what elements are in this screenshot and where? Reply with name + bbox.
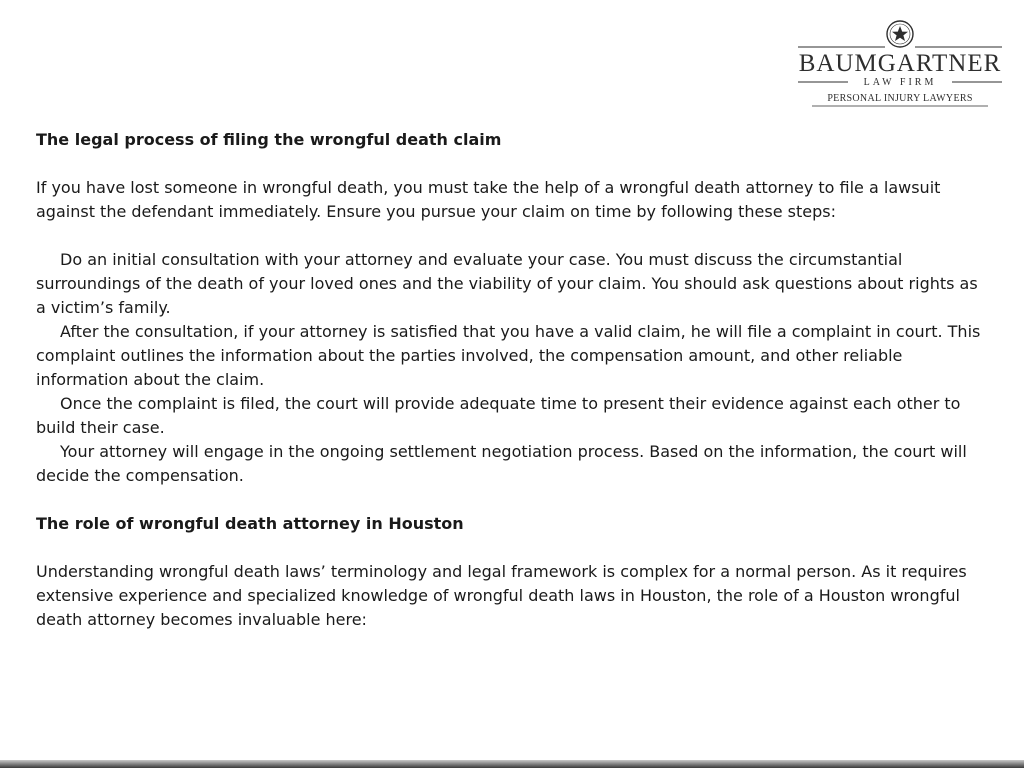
- logo-subtitle: LAW FIRM: [863, 77, 937, 88]
- slide-content: [36, 128, 992, 632]
- spacer: [36, 224, 992, 248]
- section-heading-role: The role of wrongful death attorney in Houston: [36, 514, 464, 533]
- step-item: Your attorney will engage in the ongoing settlement negotiation process. Based on the information, the court will decide the compensation.: [36, 442, 967, 485]
- step-item: Once the complaint is filed, the court will provide adequate time to present their evidence against each other to build their case.: [36, 394, 961, 437]
- step-item: After the consultation, if your attorney is satisfied that you have a valid claim, he will file a complaint in court. This complaint outlines the information about the parties involved, the compensation amount, and other reliable information about the claim.: [36, 322, 981, 389]
- intro-paragraph: If you have lost someone in wrongful death, you must take the help of a wrongful death attorney to file a lawsuit against the defendant immediately. Ensure you pursue your claim on time by following these steps:: [36, 178, 941, 221]
- logo-tagline: PERSONAL INJURY LAWYERS: [827, 93, 973, 104]
- star-in-circle-icon: [887, 21, 913, 47]
- firm-logo: [790, 14, 1010, 110]
- bottom-border-bar: [0, 760, 1024, 768]
- spacer: [36, 536, 992, 560]
- step-item: Do an initial consultation with your attorney and evaluate your case. You must discuss the circumstantial surroundings of the death of your loved ones and the viability of your claim. You should ask questions about rights as a victim’s family.: [36, 250, 978, 317]
- spacer: [36, 152, 992, 176]
- spacer: [36, 488, 992, 512]
- logo-name: BAUMGARTNER: [798, 50, 1002, 77]
- role-paragraph: Understanding wrongful death laws’ terminology and legal framework is complex for a normal person. As it requires extensive experience and specialized knowledge of wrongful death laws in Houston, the role of a Houston wrongful death attorney becomes invaluable here:: [36, 562, 967, 629]
- section-heading-filing: The legal process of filing the wrongful death claim: [36, 130, 502, 149]
